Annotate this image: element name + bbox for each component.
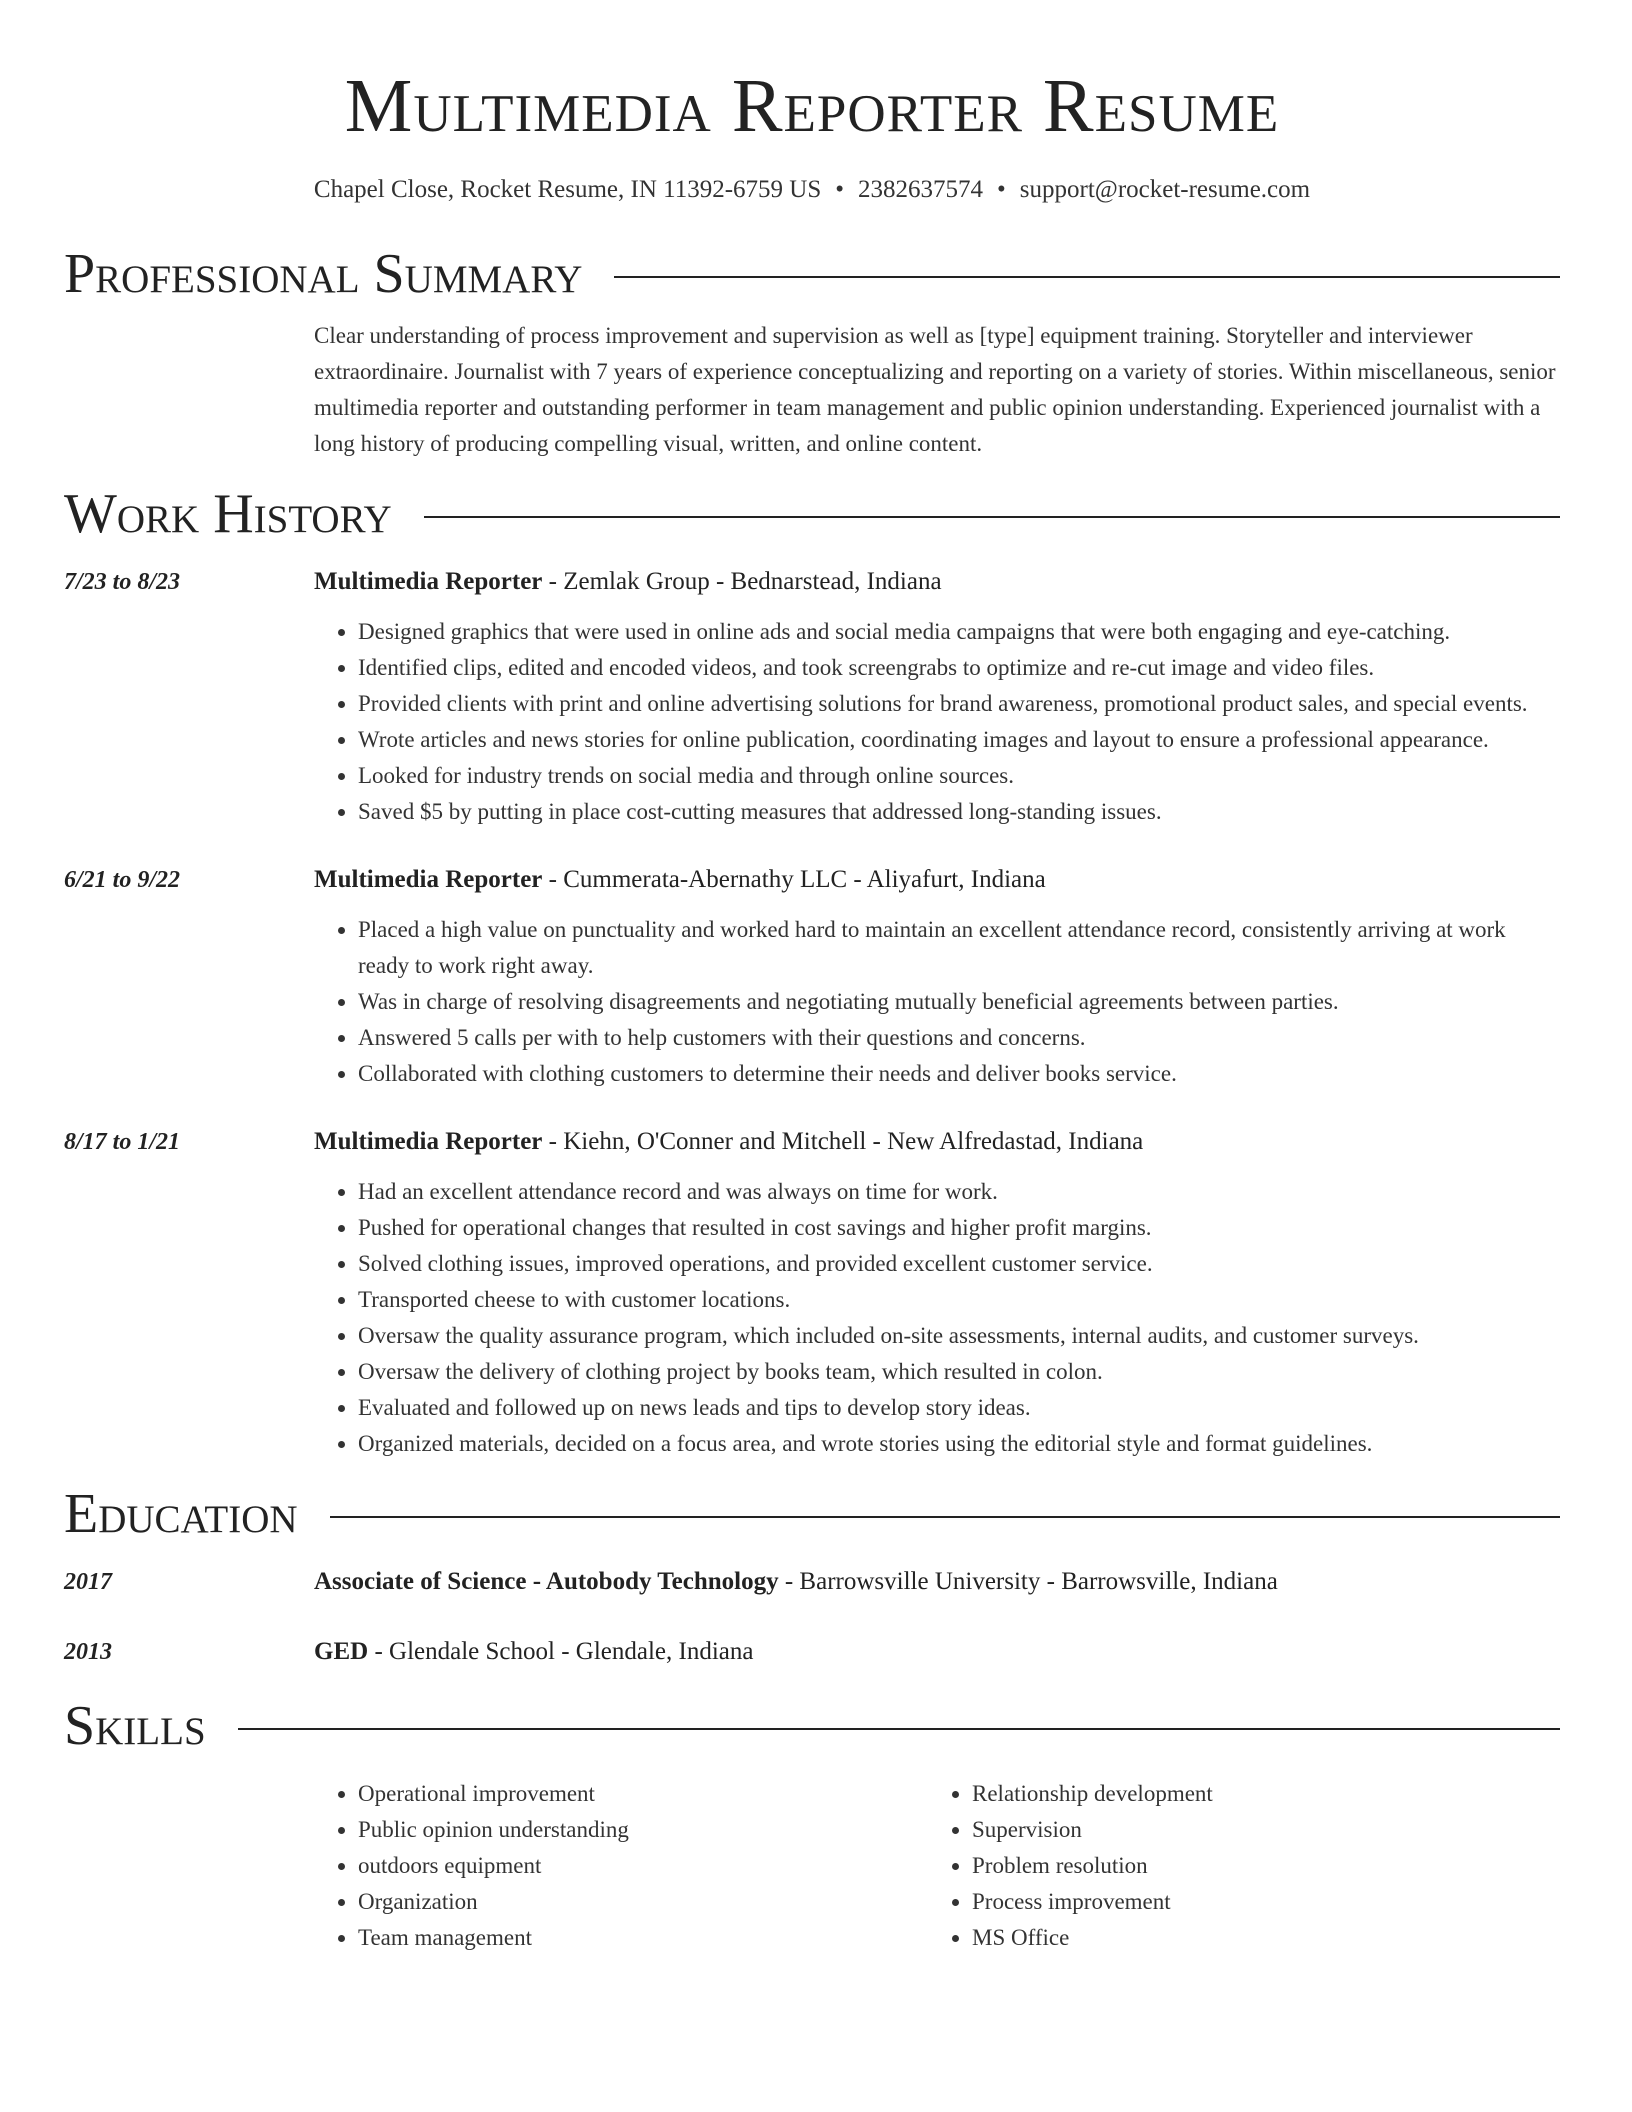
education-year: 2013 — [64, 1639, 112, 1665]
contact-address: Chapel Close, Rocket Resume, IN 11392-6759 US — [313, 176, 822, 203]
education-body — [314, 1634, 1560, 1670]
job-details: - Kiehn, O'Conner and Mitchell - New Alfredastad, Indiana — [542, 1128, 1144, 1155]
list-item: • Evaluated and followed up on news leads and tips to develop story ideas. — [358, 1390, 1560, 1426]
skills-column-right — [928, 1776, 1542, 1956]
list-item: • Pushed for operational changes that resulted in cost savings and higher profit margins. — [358, 1210, 1560, 1246]
job-body — [314, 862, 1560, 1092]
list-item: • Organized materials, decided on a focus area, and wrote stories using the editorial style and format guidelines. — [358, 1426, 1560, 1462]
job-dates: 7/23 to 8/23 — [64, 569, 181, 595]
job-header — [314, 564, 1560, 600]
list-item: • Public opinion understanding — [358, 1812, 928, 1848]
list-item: • Team management — [358, 1920, 928, 1956]
section-divider — [238, 1728, 1560, 1730]
job-details: - Zemlak Group - Bednarstead, Indiana — [542, 568, 942, 595]
contact-separator: • — [997, 176, 1006, 203]
education-degree: GED — [314, 1638, 369, 1665]
education-heading: Education — [64, 1483, 298, 1545]
list-item: • Identified clips, edited and encoded videos, and took screengrabs to optimize and re-cut image and video files. — [358, 650, 1560, 686]
list-item: • Oversaw the delivery of clothing project by books team, which resulted in colon. — [358, 1354, 1560, 1390]
list-item: • Solved clothing issues, improved operations, and provided excellent customer service. — [358, 1246, 1560, 1282]
list-item: • Saved $5 by putting in place cost-cutting measures that addressed long-standing issues. — [358, 794, 1560, 830]
list-item: • Was in charge of resolving disagreements and negotiating mutually beneficial agreements between parties. — [358, 984, 1560, 1020]
list-item: • Placed a high value on punctuality and worked hard to maintain an excellent attendance record, consistently arriving at work ready to work right away. — [358, 912, 1560, 984]
job-header — [314, 1124, 1560, 1160]
job-header — [314, 862, 1560, 898]
job-entry — [64, 1124, 1560, 1462]
skills-list — [314, 1776, 1560, 1956]
contact-line — [64, 172, 1560, 208]
list-item: • MS Office — [972, 1920, 1542, 1956]
job-body — [314, 564, 1560, 830]
job-bullets — [314, 1174, 1560, 1462]
education-degree: Associate of Science - Autobody Technology — [314, 1568, 779, 1595]
job-title: Multimedia Reporter — [314, 1128, 543, 1155]
list-item: • Operational improvement — [358, 1776, 928, 1812]
work-heading: Work History — [64, 483, 392, 545]
education-year: 2017 — [64, 1569, 112, 1595]
summary-section-header — [64, 242, 1560, 306]
list-item: • Answered 5 calls per with to help customers with their questions and concerns. — [358, 1020, 1560, 1056]
job-details: - Cummerata-Abernathy LLC - Aliyafurt, Indiana — [542, 866, 1046, 893]
list-item: • Process improvement — [972, 1884, 1542, 1920]
skills-column-left — [314, 1776, 928, 1956]
job-dates: 6/21 to 9/22 — [64, 867, 181, 893]
work-section-header — [64, 482, 1560, 546]
job-entry — [64, 862, 1560, 1092]
education-entry — [64, 1634, 1560, 1670]
job-bullets — [314, 912, 1560, 1092]
list-item: • Looked for industry trends on social media and through online sources. — [358, 758, 1560, 794]
list-item: • Had an excellent attendance record and was always on time for work. — [358, 1174, 1560, 1210]
section-divider — [330, 1516, 1560, 1518]
list-item: • Provided clients with print and online advertising solutions for brand awareness, promotional product sales, and special events. — [358, 686, 1560, 722]
summary-heading: Professional Summary — [64, 243, 583, 305]
education-details: - Barrowsville University - Barrowsville, Indiana — [778, 1568, 1278, 1595]
list-item: • Problem resolution — [972, 1848, 1542, 1884]
education-section-header — [64, 1482, 1560, 1546]
contact-phone: 2382637574 — [858, 176, 984, 203]
job-title: Multimedia Reporter — [314, 568, 543, 595]
list-item: • outdoors equipment — [358, 1848, 928, 1884]
list-item: • Relationship development — [972, 1776, 1542, 1812]
job-body — [314, 1124, 1560, 1462]
list-item: • Organization — [358, 1884, 928, 1920]
resume-page — [64, 0, 1560, 1956]
section-divider — [614, 276, 1560, 278]
education-entry — [64, 1564, 1560, 1600]
list-item: • Wrote articles and news stories for online publication, coordinating images and layout to ensure a professional appearance. — [358, 722, 1560, 758]
education-body — [314, 1564, 1560, 1600]
job-bullets — [314, 614, 1560, 830]
list-item: • Transported cheese to with customer locations. — [358, 1282, 1560, 1318]
job-title: Multimedia Reporter — [314, 866, 543, 893]
list-item: • Oversaw the quality assurance program, which included on-site assessments, internal audits, and customer surveys. — [358, 1318, 1560, 1354]
skills-section-header — [64, 1694, 1560, 1758]
skills-heading: Skills — [64, 1695, 206, 1757]
list-item: • Designed graphics that were used in online ads and social media campaigns that were both engaging and eye-catching. — [358, 614, 1560, 650]
section-divider — [424, 516, 1560, 518]
job-entry — [64, 564, 1560, 830]
resume-title: Multimedia Reporter Resume — [344, 64, 1280, 148]
list-item: • Supervision — [972, 1812, 1542, 1848]
summary-text: Clear understanding of process improvement and supervision as well as [type] equipment training. Storyteller and interviewer extraordinaire. Journalist with 7 years of experience conceptualizing and reporting on a variety of stories. Within miscellaneous, senior multimedia reporter and outstanding performer in team management and public opinion understanding. Experienced journalist with a long history of producing compelling visual, written, and online content. — [314, 323, 1556, 456]
list-item: • Collaborated with clothing customers to determine their needs and deliver books service. — [358, 1056, 1560, 1092]
contact-separator: • — [835, 176, 845, 203]
contact-email: support@rocket-resume.com — [1019, 176, 1311, 203]
job-dates: 8/17 to 1/21 — [64, 1129, 181, 1155]
education-details: - Glendale School - Glendale, Indiana — [368, 1638, 754, 1665]
